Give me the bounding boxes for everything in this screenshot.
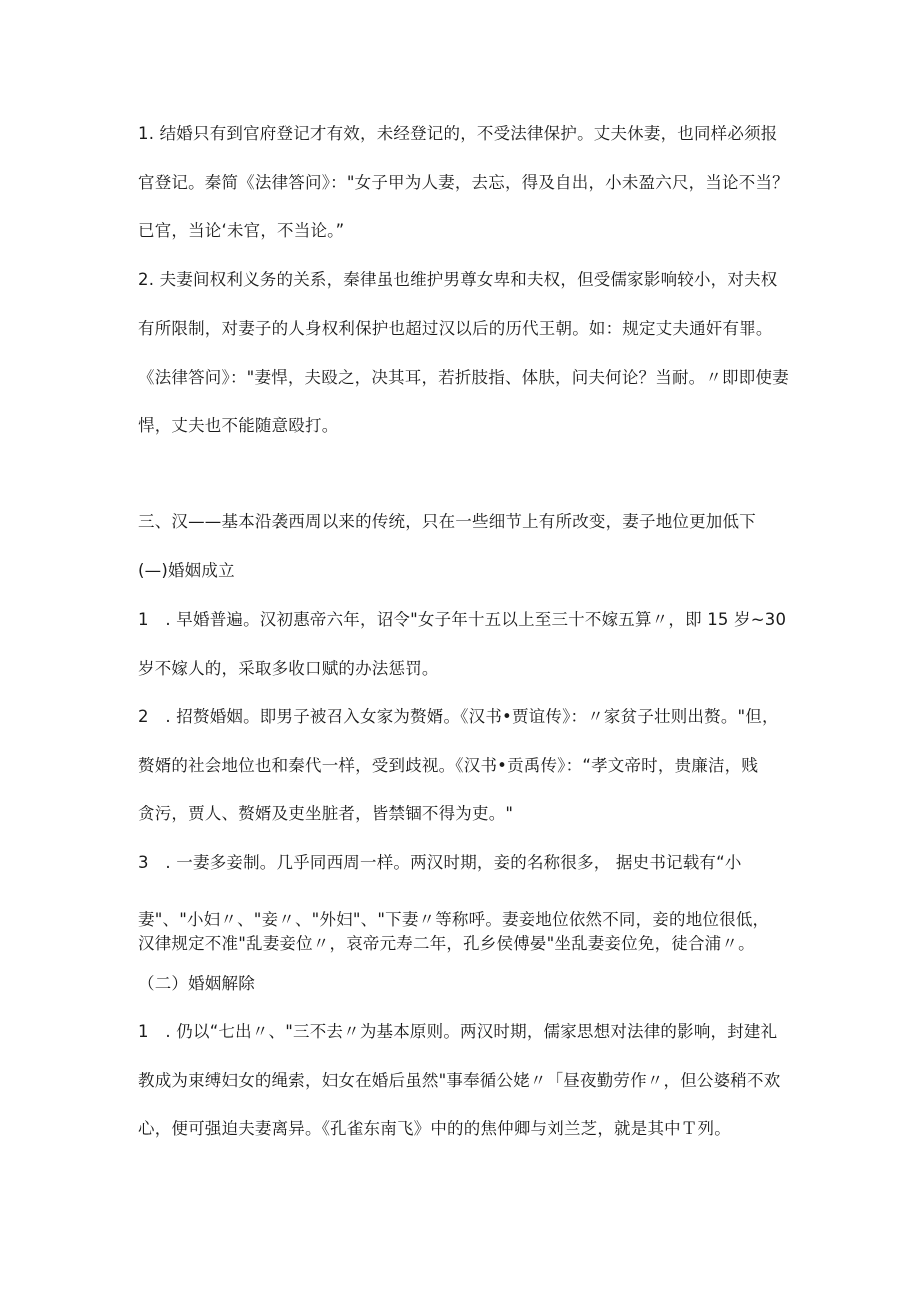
text-line: 悍，丈夫也不能随意殴打。 [138, 416, 339, 435]
text-line: 汉律规定不准"乱妻妾位〃，哀帝元寿二年，孔乡侯傅晏"坐乱妻妾位免，徒合浦〃。 [138, 934, 755, 953]
subsection-heading: (—)婚姻成立 [138, 561, 235, 580]
text-line: 2. 夫妻间权利义务的关系，秦律虽也维护男尊女卑和夫权，但受儒家影响较小，对夫权 [138, 270, 778, 289]
text-line: 官登记。秦简《法律答问》："女子甲为人妻，去忘，得及自出，小未盈六尺，当论不当？ [138, 173, 789, 192]
text-line: 贪污，贾人、赘婿及吏坐脏者，皆禁锢不得为吏。" [138, 804, 514, 823]
section-heading: 三、汉——基本沿袭西周以来的传统，只在一些细节上有所改变，妻子地位更加低下 [138, 512, 756, 531]
text-line: 3 . 一妻多妾制。几乎同西周一样。两汉时期，妾的名称很多， 据史书记载有“小 [138, 853, 742, 872]
text-line: 妻"、"小妇〃、"妾〃、"外妇"、"下妻〃等称呼。妻妾地位依然不同，妾的地位很低， [138, 910, 770, 929]
text-line: 1. 结婚只有到官府登记才有效，未经登记的，不受法律保护。丈夫休妻，也同样必须报 [138, 124, 778, 143]
text-line: 1 . 仍以“七出〃、"三不去〃为基本原则。两汉时期，儒家思想对法律的影响，封建礼 [138, 1022, 778, 1041]
text-line: 有所限制，对妻子的人身权利保护也超过汉以后的历代王朝。如：规定丈夫通奸有罪。 [138, 319, 773, 338]
text-line: 教成为束缚妇女的绳索，妇女在婚后虽然"事奉循公姥〃「昼夜勤劳作〃，但公婆稍不欢 [138, 1071, 781, 1090]
text-line: 岁不嫁人的，采取多收口赋的办法惩罚。 [138, 659, 439, 678]
text-line: 《法律答问》："妻悍，夫殴之，决其耳，若折肢指、体肤，问夫何论？当耐。〃即即使妻 [138, 368, 789, 387]
text-line: 赘婿的社会地位也和秦代一样，受到歧视。《汉书•贡禹传》：“孝文帝时，贵廉洁，贱 [138, 756, 759, 775]
text-line: 心，便可强迫夫妻离异。《孔雀东南飞》中的的焦仲卿与刘兰芝，就是其中Ｔ列。 [138, 1119, 731, 1138]
text-line: 1 . 早婚普遍。汉初惠帝六年，诏令"女子年十五以上至三十不嫁五算〃，即 15 岁~30 [138, 610, 787, 629]
text-line: 2 . 招赘婚姻。即男子被召入女家为赘婿。《汉书•贾谊传》：〃家贫子壮则出赘。"但， [138, 707, 779, 726]
text-line: 已官，当论‘未官，不当论。” [138, 221, 345, 240]
subsection-heading: （二）婚姻解除 [138, 974, 255, 993]
